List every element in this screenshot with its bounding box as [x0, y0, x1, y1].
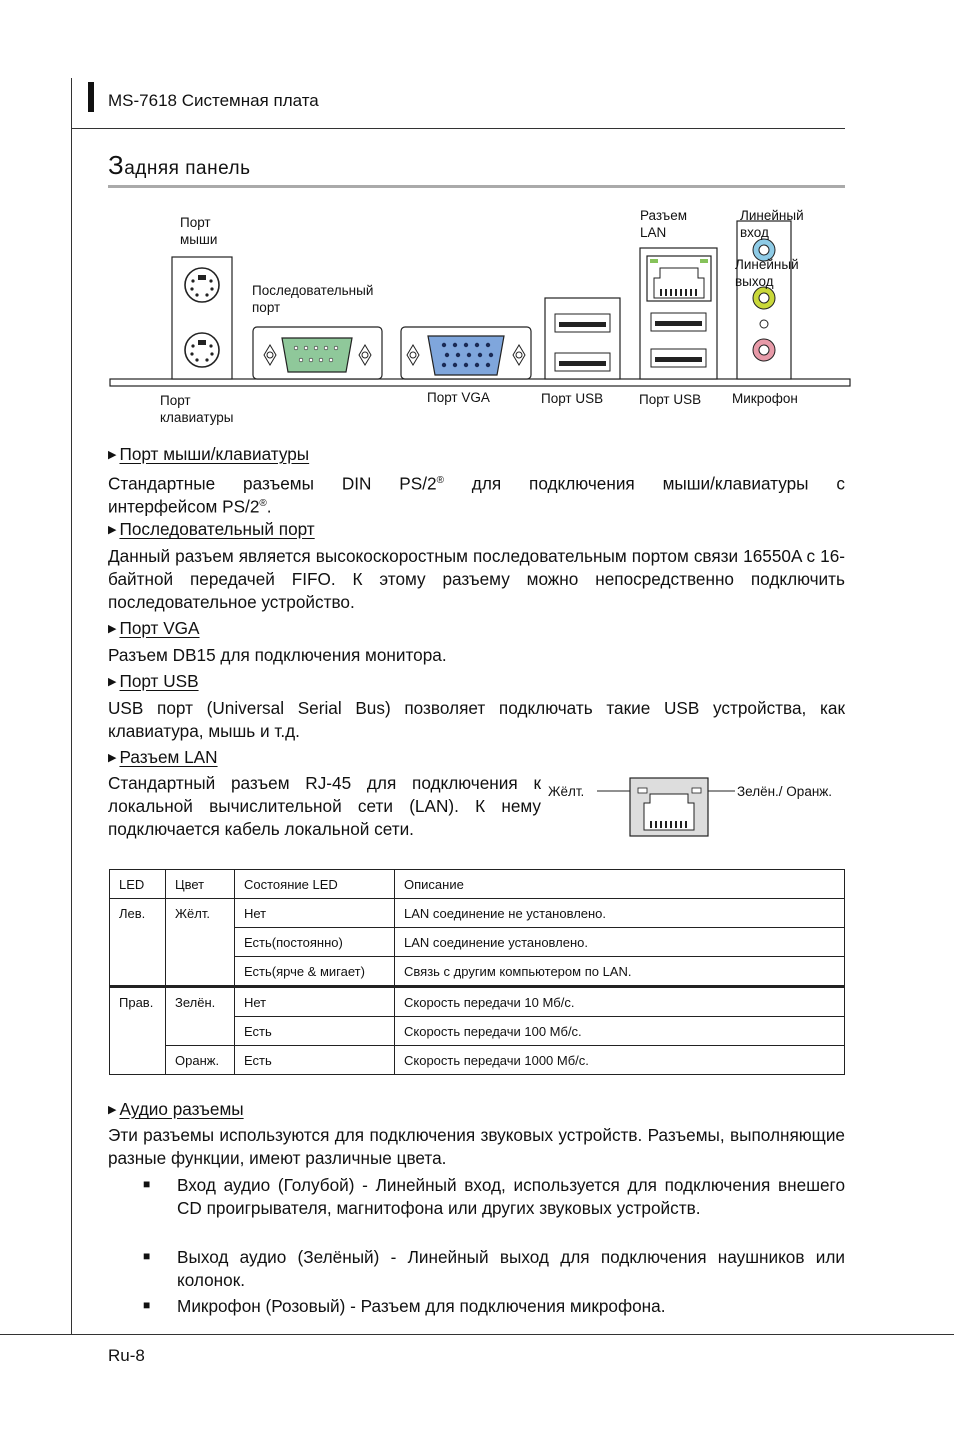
lan-led-right-label: Зелён./ Оранж. [737, 784, 833, 799]
table-cell: LAN соединение установлено. [395, 928, 845, 957]
serial-heading: ▶ Последовательный порт [108, 519, 315, 539]
back-panel-diagram [0, 0, 954, 440]
table-header-row [110, 870, 845, 899]
ps2-text-line2: интерфейсом PS/2®. [108, 496, 272, 517]
table-header: LED [110, 870, 166, 899]
audio-heading: ▶ Аудио разъемы [108, 1099, 244, 1119]
serial-text: Данный разъем является высокоскоростным последовательным портом связи 16550A с 16-байтной передачей FIFO. К этому разъему можно непосредственно подключить последовательное устройство. [108, 546, 845, 612]
lan-led-left-label: Жёлт. [548, 784, 585, 799]
label-line-out: Линейный выход [735, 257, 799, 289]
lan-text: Стандартный разъем RJ-45 для подключения к локальной вычислительной сети (LAN). К нему подключается кабель локальной сети. [108, 773, 541, 839]
vga-text: Разъем DB15 для подключения монитора. [108, 645, 447, 665]
table-cell: Есть(ярче & мигает) [235, 957, 395, 987]
vga-heading: ▶ Порт VGA [108, 618, 200, 638]
bullet-icon: ■ [143, 1298, 151, 1312]
table-cell: Скорость передачи 1000 Мб/с. [395, 1046, 845, 1075]
page-number: Ru-8 [108, 1346, 145, 1365]
table-cell: Лев. [110, 899, 166, 987]
table-cell: Связь с другим компьютером по LAN. [395, 957, 845, 987]
lan-usb-block [640, 248, 717, 379]
label-usb-1: Порт USB [541, 391, 604, 406]
table-cell: Есть(постоянно) [235, 928, 395, 957]
lan-led-diagram [590, 770, 740, 840]
audio-text: Эти разъемы используются для подключения звуковых устройств. Разъемы, выполняющие разные функции, имеют различные цвета. [108, 1125, 845, 1168]
label-line-in: Линейный вход [740, 208, 804, 240]
audio-jacks [737, 221, 791, 379]
page-title: Задняя панель [108, 150, 251, 180]
table-cell: Жёлт. [166, 899, 235, 987]
ps2-text-line1: Стандартные разъемы DIN PS/2® для подключения мыши/клавиатуры с [108, 473, 845, 494]
label-mic: Микрофон [732, 391, 798, 406]
usb-text: USB порт (Universal Serial Bus) позволяет подключать такие USB устройства, как клавиатура, мышь и т.д. [108, 698, 845, 741]
table-cell: Нет [235, 987, 395, 1017]
table-row [110, 899, 845, 928]
label-usb-2: Порт USB [639, 392, 702, 407]
table-header: Состояние LED [235, 870, 395, 899]
lan-heading: ▶ Разъем LAN [108, 747, 218, 767]
serial-port [253, 327, 382, 379]
audio-bullet-3: Микрофон (Розовый) - Разъем для подключения микрофона. [177, 1296, 666, 1316]
bullet-icon: ■ [143, 1177, 151, 1191]
table-cell: Есть [235, 1046, 395, 1075]
audio-bullet-2: Выход аудио (Зелёный) - Линейный выход для подключения наушников или колонок. [177, 1247, 845, 1290]
table-row [110, 987, 845, 1017]
label-keyboard: Порт клавиатуры [160, 393, 234, 425]
label-lan: Разъем LAN [640, 208, 688, 240]
audio-bullet-1: Вход аудио (Голубой) - Линейный вход, используется для подключения внешего CD проигрывателя, магнитофона или других звуковых устройств. [177, 1175, 845, 1218]
table-cell: Прав. [110, 987, 166, 1075]
table-cell: Есть [235, 1017, 395, 1046]
ps2-heading: ▶ Порт мыши/клавиатуры [108, 444, 310, 464]
table-cell: LAN соединение не установлено. [395, 899, 845, 928]
table-cell: Скорость передачи 10 Мб/с. [395, 987, 845, 1017]
ps2-ports [172, 257, 232, 379]
footer-rule [0, 1334, 954, 1335]
usb-heading: ▶ Порт USB [108, 671, 199, 691]
table-header: Описание [395, 870, 845, 899]
header-title: MS-7618 Системная плата [108, 91, 319, 110]
table-header: Цвет [166, 870, 235, 899]
table-cell: Оранж. [166, 1046, 235, 1075]
label-mouse: Порт мыши [180, 215, 218, 247]
table-cell: Нет [235, 899, 395, 928]
vga-port [401, 327, 531, 379]
table-row [110, 1046, 845, 1075]
label-vga: Порт VGA [427, 390, 490, 405]
panel-base [110, 379, 850, 386]
label-serial: Последовательный порт [252, 283, 374, 315]
table-cell: Скорость передачи 100 Мб/с. [395, 1017, 845, 1046]
table-cell: Зелён. [166, 987, 235, 1046]
bullet-icon: ■ [143, 1249, 151, 1263]
usb-ports-1 [545, 298, 620, 379]
led-table [109, 869, 845, 1075]
